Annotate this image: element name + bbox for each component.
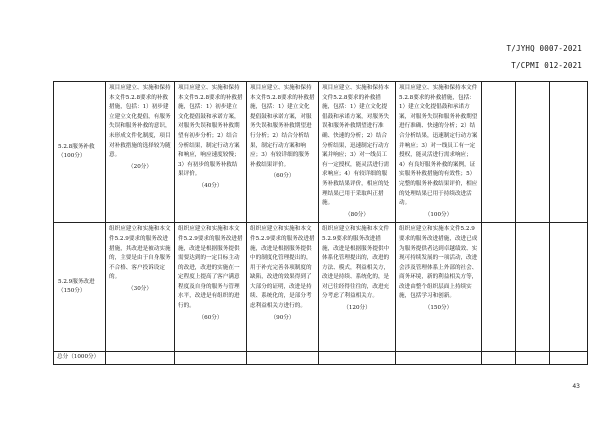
criteria-text: 组织应建立和实施和本文件5.2.9要求的服务改进措施，其改进是被动实施的，主要是由于自身服务不合格、客户投诉设定的。 bbox=[109, 226, 171, 281]
empty-cell bbox=[319, 352, 396, 365]
score-label: （90分） bbox=[270, 314, 295, 321]
empty-cell bbox=[175, 352, 247, 365]
criteria-text: 项目应建立、实施和保持本文件5.2.8要求的补救措施，包括：1）初步建立建立文化提倡，有服务失误和服务补救的意识，未形成文件化制度，项目对补救措施的选择较为随意。 bbox=[109, 85, 171, 159]
empty-cell bbox=[482, 223, 516, 352]
criteria-cell bbox=[106, 82, 175, 223]
criteria-cell bbox=[319, 82, 396, 223]
criteria-cell bbox=[106, 223, 175, 352]
total-row bbox=[54, 352, 588, 365]
criteria-text: 项目应建立、实施和保持本文件5.2.8要求的补救措施，包括：1）建立文化提倡鼓和承诺方案，对服务失误和服务补救期望进行准确、快速的分析；2）结合分析结果，迅速制定行动方案并响应；3）对一线员工有一定授权，能灵活进行需求响应；4）有较详细的服务补救结果评价，相应的处理结果已用于采取纠正措施。 bbox=[322, 85, 390, 207]
criteria-text: 项目应建立、实施和保持本文件5.2.8要求的补救措施，包括：1）建立文化提倡鼓和承诺方案，对服务失误和服务补救期望进行分析；2）结合分析结果，制定行动方案和响应；3）有较详细的服务补救结果评价。 bbox=[250, 85, 315, 168]
item-label-text: 5.2.9服务改进（150分） bbox=[58, 278, 95, 295]
criteria-cell bbox=[396, 82, 482, 223]
empty-cell bbox=[396, 352, 482, 365]
item-label-text: 5.2.8服务补救（100分） bbox=[58, 143, 95, 160]
page-number: 43 bbox=[572, 383, 580, 390]
item-label-5-2-9 bbox=[54, 223, 106, 352]
empty-cell bbox=[550, 82, 588, 223]
empty-cell bbox=[516, 82, 550, 223]
table-row bbox=[54, 223, 588, 352]
score-label: （30分） bbox=[128, 285, 152, 292]
empty-cell bbox=[482, 352, 516, 365]
total-label: 总分（1000分） bbox=[54, 352, 106, 365]
empty-cell bbox=[550, 223, 588, 352]
empty-cell bbox=[516, 223, 550, 352]
empty-cell bbox=[247, 352, 319, 365]
empty-cell bbox=[482, 82, 516, 223]
criteria-text: 项目应建立、实施和保持本文件5.2.8要求的补救措施，包括：1）初步建立文化提倡鼓和承诺方案，对服务失误和服务补救期望有初步分析；2）结合分析结果，制定行动方案和响应，响应速度较慢；3）有初步的服务补救结果评价。 bbox=[178, 85, 243, 178]
criteria-text: 组织应建立和实施和本文件5.2.9要求的服务改进措施，改进是根据服务提供需要达到的一定目标主动的改进，改进的实施在一定程度上提高了客户满意程度及自身的服务与管理水平，改进是有组织的进行的。 bbox=[178, 226, 243, 310]
item-label-5-2-8 bbox=[54, 82, 106, 223]
criteria-cell bbox=[175, 82, 247, 223]
score-label: （60分） bbox=[198, 314, 223, 321]
empty-cell bbox=[550, 352, 588, 365]
table-row bbox=[54, 82, 588, 223]
criteria-cell bbox=[247, 223, 319, 352]
criteria-cell bbox=[175, 223, 247, 352]
criteria-cell bbox=[247, 82, 319, 223]
empty-cell bbox=[516, 352, 550, 365]
criteria-text: 组织应建立和实施和本文件5.2.9要求的服务改进措施，改进是根据服务提供中体系化管理提出的，改进的方法、模式，利益相关方，改进是持续、系统化的，是对已往经得往往的，改进充分考虑了利益相关方。 bbox=[322, 226, 390, 300]
scoring-table bbox=[53, 81, 588, 365]
standard-code-2: T/CPMI 012-2021 bbox=[511, 61, 582, 70]
criteria-cell bbox=[396, 223, 482, 352]
score-label: （100分） bbox=[424, 211, 453, 218]
empty-cell bbox=[106, 352, 175, 365]
score-label: （40分） bbox=[198, 182, 223, 189]
criteria-text: 项目应建立、实施和保持本文件5.2.8要求的补救措施，包括：1）建立文化提倡鼓和承诺方案，对服务失误和服务补救期望进行准确、快速的分析；2）结合分析结果，迅速制定行动方案并响应；3）对一线员工有一定授权，能灵活进行需求响应；4）有良好服务补救的案例，证实服务补救措施的有效性；5）完整的服务补救结果评价，相应的处理结果已用于持续改进活动。 bbox=[399, 85, 478, 207]
criteria-cell bbox=[319, 223, 396, 352]
score-label: （60分） bbox=[270, 173, 295, 180]
criteria-text: 组织应建立和实施本文件5.2.9要求的服务改进措施，改进已成为服务提供者达到卓越绩效、实现可持续发展的一项活动，改进会涉及管理体系上外部的社会、商务环境，新的利益相关方等，改进由整个组织层面上持续实施，包括学习和创新。 bbox=[399, 226, 478, 300]
criteria-text: 组织应建立和实施和本文件5.2.9要求的服务改进措施，改进是根据服务提供中的制度化管理提出的，用于补充完善各项制度的缺陷，改进的效果得到了大部分的证明，改进是持续、系统化的，是部分考虑利益相关方进行的。 bbox=[250, 226, 315, 310]
score-label: （120分） bbox=[343, 305, 371, 312]
score-label: （20分） bbox=[128, 163, 152, 170]
score-label: （80分） bbox=[345, 211, 369, 218]
standard-code-1: T/JYHQ 0007-2021 bbox=[506, 44, 582, 53]
score-label: （150分） bbox=[424, 305, 453, 312]
